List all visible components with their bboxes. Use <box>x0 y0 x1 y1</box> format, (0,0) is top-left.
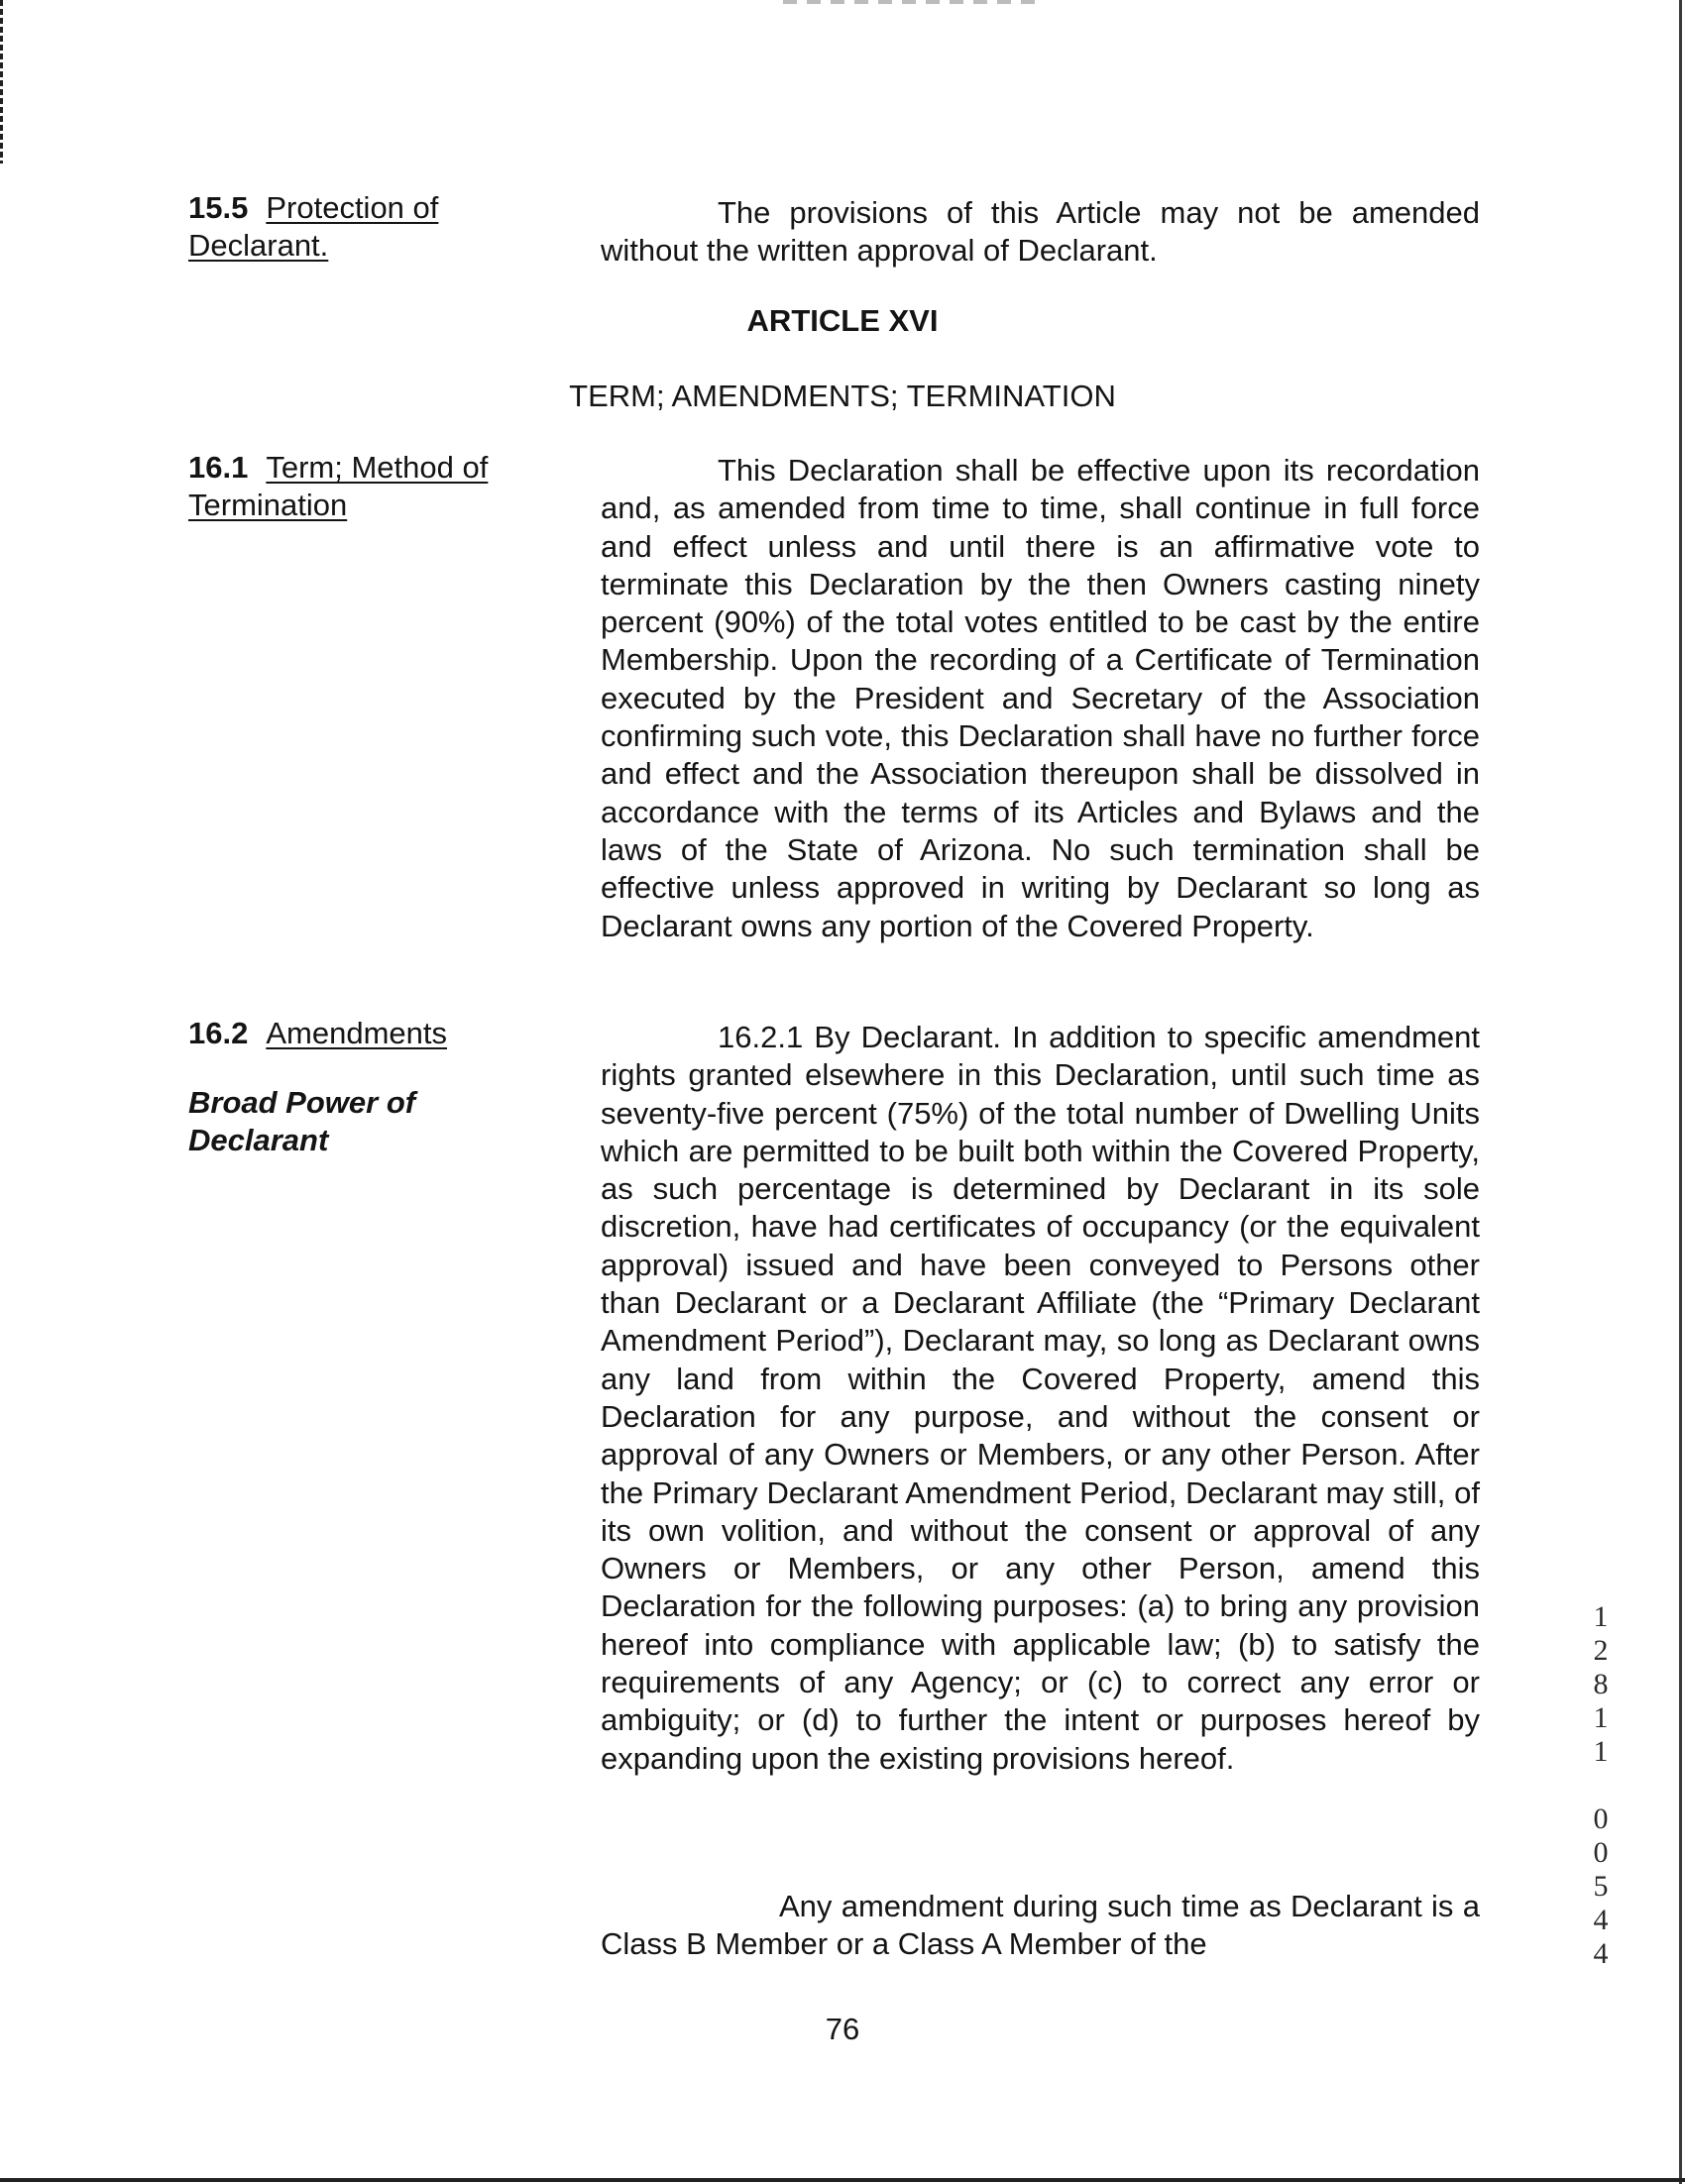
section-16-1-title-line2: Termination <box>188 488 348 523</box>
section-16-2-number: 16.2 <box>188 1016 249 1050</box>
article-heading: ARTICLE XVI <box>746 303 939 338</box>
section-15-5-title-line2: Declarant. <box>188 228 329 264</box>
broad-power-of-declarant-heading <box>188 1084 515 1160</box>
section-16-2-label <box>188 1015 447 1052</box>
section-16-1-body: This Declaration shall be effective upon its recordation and, as amended from time to time, shall continue in full force and effect unless and until there is an affirmative vote to terminate this Declaration by the then Owners casting ninety percent (90%) of the total votes entitled to be cast by the entire Membership. Upon the recording of a Certificate of Termination executed by the President and Secretary of the Association confirming such vote, this Declaration shall have no further force and effect and the Association thereupon shall be dissolved in accordance with the terms of its Articles and Bylaws and the laws of the State of Arizona. No such termination shall be effective unless approved in writing by Declarant so long as Declarant owns any portion of the Covered Property. <box>601 453 1480 943</box>
section-15-5-label <box>188 189 438 266</box>
article-subheading: TERM; AMENDMENTS; TERMINATION <box>569 379 1116 413</box>
section-16-1-title-line1: Term; Method of <box>266 450 489 485</box>
section-16-2-title: Amendments <box>266 1016 447 1050</box>
section-15-5-title-line1: Protection of <box>266 190 439 225</box>
section-16-1-label <box>188 449 488 525</box>
section-15-5-number: 15.5 <box>188 190 249 225</box>
section-16-1-number: 16.1 <box>188 450 249 485</box>
section-16-2-continuation: Any amendment during such time as Declarant is a Class B Member or a Class A Member of the <box>601 1889 1480 1962</box>
scan-edge-artifact-bottom <box>0 2178 1685 2182</box>
side-heading-line2: Declarant <box>188 1123 329 1158</box>
page-number: 76 <box>825 2012 860 2046</box>
section-15-5-body: The provisions of this Article may not be amended without the written approval of Declarant. <box>601 195 1480 269</box>
recording-stamp: 1 2 8 1 1 0 0 5 4 4 <box>1593 1600 1609 1970</box>
scan-artifact-top <box>783 0 1041 4</box>
scan-edge-artifact-left <box>0 0 3 164</box>
side-heading-line1: Broad Power of <box>188 1085 416 1120</box>
section-16-2-1-body: 16.2.1 By Declarant. In addition to specific amendment rights granted elsewhere in this Declaration, until such time as seventy-five percent (75%) of the total number of Dwelling Units which are permitted to be built both within the Covered Property, as such percentage is determined by Declarant in its sole discretion, have had certificates of occupancy (or the equivalent approval) issued and have been conveyed to Persons other than Declarant or a Declarant Affiliate (the “Primary Declarant Amendment Period”), Declarant may, so long as Declarant owns any land from within the Covered Property, amend this Declaration for any purpose, and without the consent or approval of any Owners or Members, or any other Person. After the Primary Declarant Amendment Period, Declarant may still, of its own volition, and without the consent or approval of any Owners or Members, or any other Person, amend this Declaration for the following purposes: (a) to bring any provision hereof into compliance with applicable law; (b) to satisfy the requirements of any Agency; or (c) to correct any error or ambiguity; or (d) to further the intent or purposes hereof by expanding upon the existing provisions hereof. <box>601 1020 1480 1776</box>
